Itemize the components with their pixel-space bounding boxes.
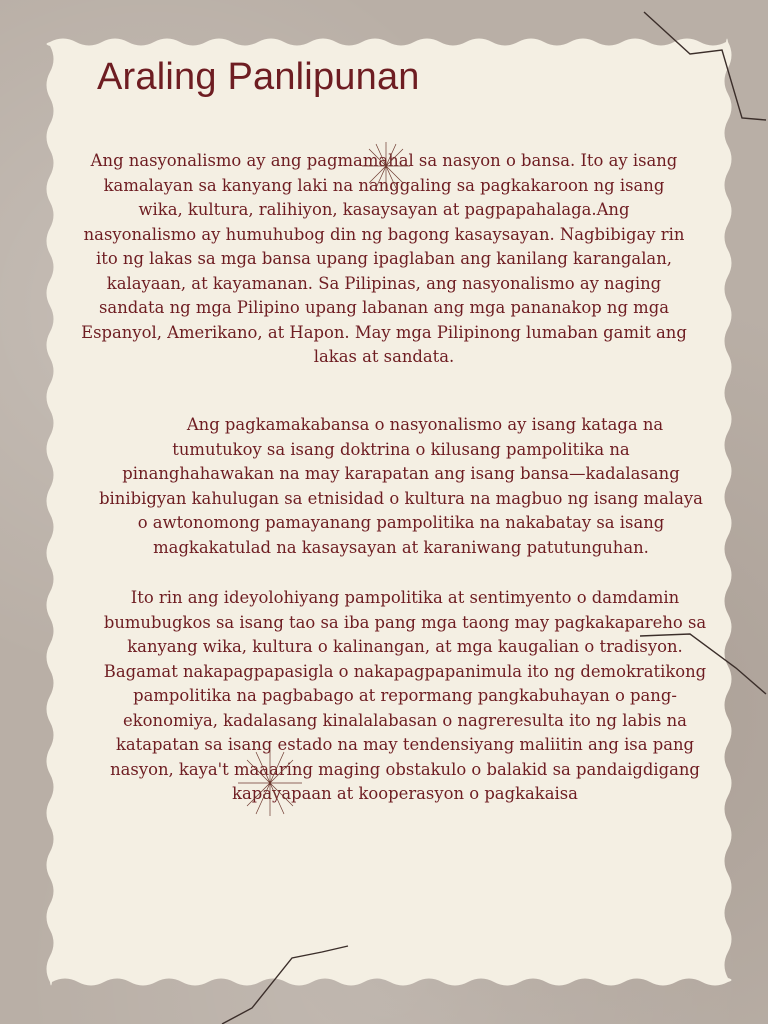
page-title: Araling Panlipunan [97, 56, 420, 98]
paragraph-2: Ang pagkamakabansa o nasyonalismo ay isang kataga na tumutukoy sa isang doktrina o kilusang pampolitika na pinanghahawakan na may karapatan ang isang bansa—kadalasang binibigyan kahulugan sa etnisidad o kultura na magbuo ng isang malaya o awtonomong pamayanang pampolitika na nakabatay sa isang magkakatulad na kasaysayan at karaniwang patutunguhan. [99, 415, 703, 557]
paragraph-1: Ang nasyonalismo ay ang pagmamahal sa nasyon o bansa. Ito ay isang kamalayan sa kanyang laki na nanggaling sa pagkakaroon ng isang wika, kultura, ralihiyon, kasaysayan at pagpapahalaga.Ang nasyonalismo ay humuhubog din ng bagong kasaysayan. Nagbibigay rin ito ng lakas sa mga bansa upang ipaglaban ang kanilang karangalan, kalayaan, at kayamanan. Sa Pilipinas, ang nasyonalismo ay naging sandata ng mga Pilipino upang labanan ang mga pananakop ng mga Espanyol, Amerikano, at Hapon. May mga Pilipinong lumaban gamit ang lakas at sandata. [81, 151, 687, 366]
paragraph-3: Ito rin ang ideyolohiyang pampolitika at sentimyento o damdamin bumubugkos sa isang tao sa iba pang mga taong may pagkakapareho sa kanyang wika, kultura o kalinangan, at mga kaugalian o tradisyon. Bagamat nakapagpapasigla o nakapagpapanimula ito ng demokratikong pampolitika na pagbabago at repormang pangkabuhayan o pang-ekonomiya, kadalasang kinalalabasan o nagreresulta ito ng labis na katapatan sa isang estado na may tendensiyang maliitin ang isa pang nasyon, kaya't maaaring maging obstakulo o balakid sa pandaigdigang kapayapaan at kooperasyon o pagkakaisa [103, 588, 707, 803]
